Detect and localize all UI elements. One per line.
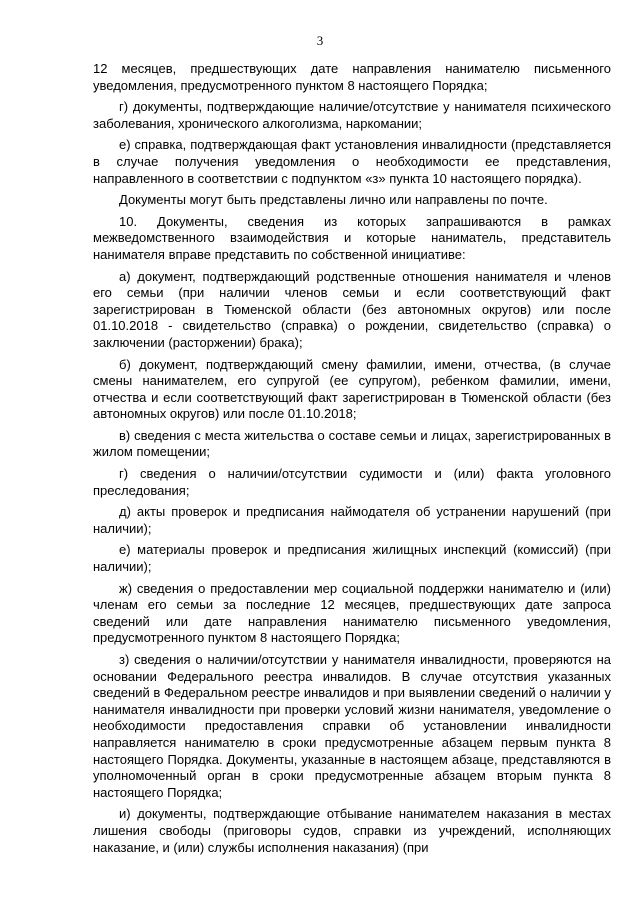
paragraph-item-i-imprisonment: и) документы, подтверждающие отбывание нанимателем наказания в местах лишения свободы (приговоры судов, справки из учреждений, исполняющих наказание, и (или) службы исполнения наказания) (при	[93, 806, 611, 855]
document-body	[93, 61, 611, 861]
paragraph-continuation: 12 месяцев, предшествующих дате направления нанимателю письменного уведомления, предусмотренного пунктом 8 настоящего Порядка;	[93, 61, 611, 93]
paragraph-item-z-disability-registry: з) сведения о наличии/отсутствии у нанимателя инвалидности, проверяются на основании Федерального реестра инвалидов. В случае отсутствия указанных сведений в Федеральном реестре инвалидов и при выявлении сведений о наличии у нанимателя инвалидности при проверки условий жизни нанимателя, уведомление о необходимости предоставления справки об установлении инвалидности направляется нанимателю в сроки предусмотренные абзацем первым пункта 8 настоящего Порядка. Документы, указанные в настоящем абзаце, представляются в уполномоченный орган в сроки предусмотренные абзацем вторым пункта 8 настоящего Порядка;	[93, 652, 611, 800]
paragraph-section-10: 10. Документы, сведения из которых запрашиваются в рамках межведомственного взаимодействия и которые наниматель, представитель нанимателя вправе представить по собственной инициативе:	[93, 213, 611, 262]
paragraph-item-zh-social-support: ж) сведения о предоставлении мер социальной поддержки нанимателю и (или) членам его семьи за последние 12 месяцев, предшествующих дате запроса сведений или дате направления нанимателю письменного уведомления, предусмотренного пунктом 8 настоящего Порядка;	[93, 580, 611, 646]
paragraph-submission-method: Документы могут быть представлены лично или направлены по почте.	[119, 192, 548, 208]
paragraph-item-e-disability-certificate: е) справка, подтверждающая факт установления инвалидности (представляется в случае получения уведомления о необходимости ее представления, направленного в соответствии с подпунктом «з» пункта 10 настоящего порядка).	[93, 137, 611, 186]
paragraph-item-d-inspection-acts: д) акты проверок и предписания наймодателя об устранении нарушений (при наличии);	[93, 504, 611, 536]
paragraph-item-a-kinship: а) документ, подтверждающий родственные отношения нанимателя и членов его семьи (при наличии членов семьи и если соответствующий факт зарегистрирован в Тюменской области (без автономных округов) или после 01.10.2018 - свидетельство (справка) о рождении, свидетельство (справка) о заключении (расторжении) брака);	[93, 268, 611, 350]
paragraph-item-g-criminal-record: г) сведения о наличии/отсутствии судимости и (или) факта уголовного преследования;	[93, 466, 611, 498]
paragraph-item-g-mental-health: г) документы, подтверждающие наличие/отсутствие у нанимателя психического заболевания, хронического алкоголизма, наркомании;	[93, 99, 611, 131]
paragraph-item-e-housing-inspections: е) материалы проверок и предписания жилищных инспекций (комиссий) (при наличии);	[93, 542, 611, 575]
page-number: 3	[316, 33, 324, 48]
paragraph-item-b-name-change: б) документ, подтверждающий смену фамилии, имени, отчества, (в случае смены нанимателем, его супругой (ее супругом), ребенком фамилии, имени, отчества и если соответствующий факт зарегистрирован в Тюменской области (без автономных округов) или после 01.10.2018;	[93, 356, 611, 422]
paragraph-item-v-family-composition: в) сведения с места жительства о составе семьи и лицах, зарегистрированных в жилом помещении;	[93, 427, 611, 460]
